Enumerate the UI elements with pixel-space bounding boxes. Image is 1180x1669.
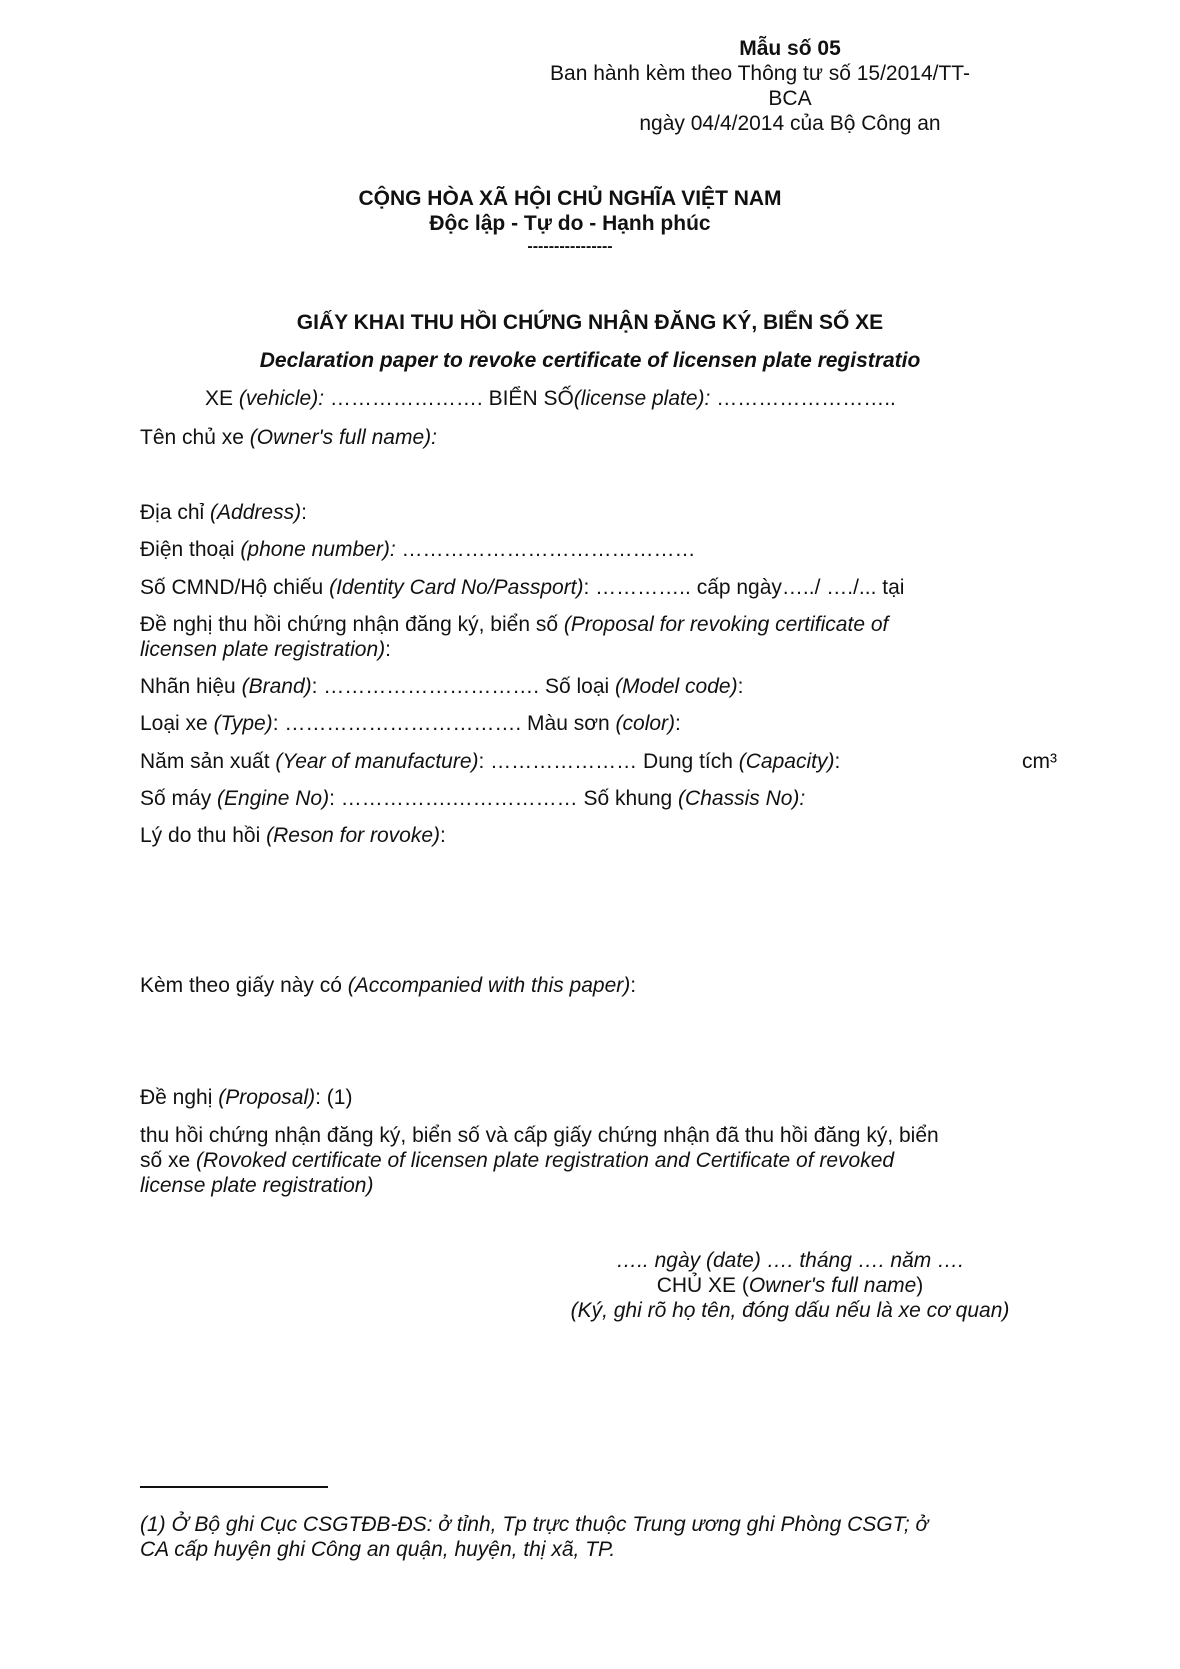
- type-color-line: Loại xe (Type): ……………………………. Màu sơn (color):: [140, 712, 681, 735]
- footnote-line1: (1) Ở Bộ ghi Cục CSGTĐB-ĐS: ở tỉnh, Tp trực thuộc Trung ương ghi Phòng CSGT; ở: [140, 1513, 929, 1536]
- plate-label: BIỂN SỐ: [488, 387, 574, 410]
- issued-note-line2: BCA: [768, 87, 812, 110]
- type-label: Loại xe: [140, 712, 208, 735]
- national-motto: Độc lập - Tự do - Hạnh phúc: [429, 212, 711, 235]
- year-capacity-line: Năm sản xuất (Year of manufacture): ………………… Dung tích (Capacity):: [140, 750, 841, 773]
- vehicle-plate-line: [205, 386, 896, 412]
- engine-chassis-line: [140, 786, 805, 812]
- proposal-line1: [140, 612, 888, 638]
- id-label-en: (Identity Card No/Passport): [329, 576, 584, 599]
- plate-field[interactable]: ……………………..: [716, 387, 896, 410]
- chassis-label: Số khung: [583, 787, 673, 810]
- attachments-label-en: (Accompanied with this paper): [347, 974, 631, 997]
- phone-field[interactable]: ……………………………………: [401, 538, 696, 561]
- reason-label: Lý do thu hồi: [140, 824, 261, 847]
- owner-label-en: (Owner's full name):: [249, 426, 437, 449]
- color-label: Màu sơn: [527, 712, 610, 735]
- signature-instruction: (Ký, ghi rõ họ tên, đóng dấu nếu là xe cơ quan): [570, 1299, 1010, 1322]
- document-title: GIẤY KHAI THU HỒI CHỨNG NHẬN ĐĂNG KÝ, BIỂN SỐ XE: [296, 311, 884, 334]
- proposal-label: Đề nghị thu hồi chứng nhận đăng ký, biển số: [140, 613, 559, 636]
- attachments-label: Kèm theo giấy này có: [140, 974, 342, 997]
- capacity-label-en: (Capacity): [738, 750, 835, 773]
- brand-model-line: Nhãn hiệu (Brand): …………………………. Số loại (Model code):: [140, 675, 744, 698]
- signature-owner: CHỦ XE (Owner's full name): [656, 1274, 924, 1297]
- id-label: Số CMND/Hộ chiếu: [140, 576, 324, 599]
- request-line3: số xe (Rovoked certificate of licensen plate registration and Certificate of revoked: [140, 1149, 895, 1172]
- plate-label-en: (license plate):: [573, 387, 711, 410]
- owner-line: [140, 425, 437, 451]
- type-label-en: (Type): [213, 712, 273, 735]
- address-label-en: (Address): [210, 501, 302, 524]
- form-number: Mẫu số 05: [739, 37, 841, 60]
- type-field[interactable]: : …………………………….: [272, 712, 528, 735]
- engine-label-en: (Engine No): [217, 787, 330, 810]
- engine-label: Số máy: [140, 787, 212, 810]
- request-line4: license plate registration): [140, 1174, 374, 1197]
- request-label: Đề nghị: [140, 1086, 213, 1109]
- vehicle-label: XE: [205, 387, 234, 410]
- phone-label: Điện thoại: [140, 538, 235, 561]
- chassis-label-en: (Chassis No):: [678, 787, 806, 810]
- year-label: Năm sản xuất: [140, 750, 270, 773]
- model-label-en: (Model code): [615, 675, 738, 698]
- engine-field[interactable]: : …………….………………: [329, 787, 584, 810]
- request-line2: thu hồi chứng nhận đăng ký, biển số và cấp giấy chứng nhận đã thu hồi đăng ký, biển: [140, 1124, 939, 1147]
- attachments-line: Kèm theo giấy này có (Accompanied with this paper):: [140, 974, 637, 997]
- model-label: Số loại: [544, 675, 610, 698]
- phone-label-en: (phone number):: [240, 538, 396, 561]
- proposal-label-en: (Proposal for revoking certificate of: [563, 613, 889, 636]
- year-label-en: (Year of manufacture): [275, 750, 479, 773]
- footnote-divider: [140, 1486, 328, 1488]
- signature-date: ….. ngày (date) …. tháng …. năm ….: [616, 1249, 964, 1272]
- owner-label: Tên chủ xe: [140, 426, 244, 449]
- request-line1: [140, 1085, 352, 1111]
- country-name: CỘNG HÒA XÃ HỘI CHỦ NGHĨA VIỆT NAM: [358, 187, 782, 210]
- issued-note-line3: ngày 04/4/2014 của Bộ Công an: [639, 112, 941, 135]
- capacity-unit: cm³: [1022, 750, 1057, 773]
- brand-label: Nhãn hiệu: [140, 675, 236, 698]
- document-title-english: Declaration paper to revoke certificate of licensen plate registratio: [259, 349, 921, 372]
- year-field[interactable]: : …………………: [478, 750, 644, 773]
- proposal-label-en-cont: licensen plate registration): [140, 638, 386, 661]
- vehicle-field[interactable]: ………………….: [329, 387, 483, 410]
- footnote-line2: CA cấp huyện ghi Công an quận, huyện, thị xã, TP.: [140, 1538, 616, 1561]
- brand-field[interactable]: : ………………………….: [311, 675, 545, 698]
- reason-label-en: (Reson for rovoke): [266, 824, 441, 847]
- brand-label-en: (Brand): [241, 675, 312, 698]
- address-line: Địa chỉ (Address):: [140, 501, 307, 524]
- address-label: Địa chỉ: [140, 501, 205, 524]
- request-label-en: (Proposal): [218, 1086, 316, 1109]
- motto-divider: ----------------: [527, 238, 613, 255]
- id-field[interactable]: : ………….. cấp ngày…../ …./... tại: [583, 576, 905, 599]
- id-line: [140, 575, 904, 601]
- issued-note-line1: Ban hành kèm theo Thông tư số 15/2014/TT-: [550, 62, 970, 85]
- vehicle-label-en: (vehicle):: [238, 387, 325, 410]
- color-label-en: (color): [615, 712, 676, 735]
- phone-line: [140, 537, 696, 563]
- proposal-line2: licensen plate registration):: [140, 638, 391, 661]
- capacity-label: Dung tích: [643, 750, 733, 773]
- reason-line: Lý do thu hồi (Reson for rovoke):: [140, 824, 446, 847]
- request-footnote-ref: : (1): [315, 1086, 353, 1109]
